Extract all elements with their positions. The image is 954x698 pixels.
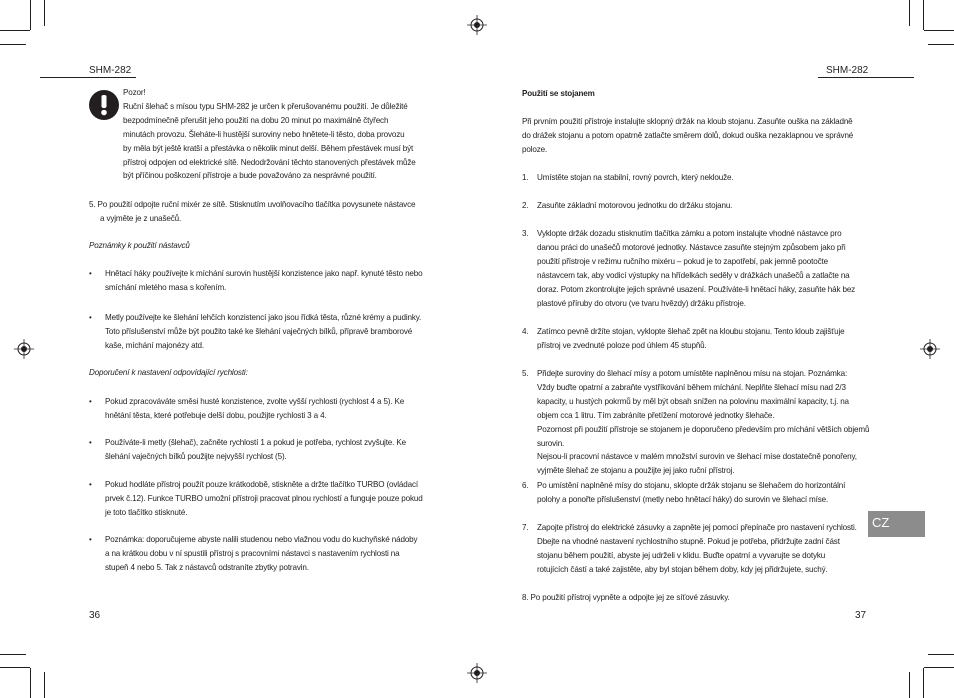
left-page-number: 36	[89, 610, 101, 621]
bullet: •	[89, 313, 92, 322]
intro-line: do drážek stojanu a potom opatrně zatlačte směrem dolů, dokud ouška nezaklapnou ve správné	[522, 130, 854, 140]
warning-line: být příčinou poškození přístroje a bude považováno za nesprávné použití.	[123, 171, 377, 181]
note-item	[105, 311, 440, 353]
step-line: vyjměte šlehač ze stojanu a použijte jej jako ruční přístroj.	[537, 466, 735, 476]
note-line: Hnětací háky používejte k míchání surovin hustější konzistence jako např. kynuté těsto nebo	[105, 269, 423, 278]
crop-mark	[30, 668, 31, 698]
bullet: •	[89, 480, 92, 489]
speed-line: Pokud hodláte přístroj použít pouze krátkodobě, stiskněte a držte tlačítko TURBO (ovládací	[105, 480, 418, 489]
crop-mark	[923, 668, 924, 698]
step-line: stojanu během použití, abyste jej udrželi v klidu. Buďte opatrní a vyvarujte se dotyku	[537, 550, 826, 560]
crop-mark	[909, 0, 910, 26]
crop-mark	[924, 30, 954, 31]
step-number: 1.	[522, 173, 529, 182]
note-line: Toto příslušenství může být použito také ke šlehání vaječných bílků, přípravě bramborové	[105, 326, 413, 336]
speed-line: Používáte-li metly (šlehač), začněte rychlostí 1 a pokud je potřeba, rychlost zvyšujte. Ke	[105, 438, 406, 447]
language-tab-cz	[868, 511, 925, 537]
bullet: •	[89, 397, 92, 406]
section-heading: Použití se stojanem	[522, 89, 595, 98]
speed-line: prvek č.12). Funkce TURBO umožní přístroji pracovat plnou rychlostí a funguje pouze pokud	[105, 493, 423, 503]
step-text	[537, 479, 872, 507]
crop-mark	[928, 44, 954, 45]
step-line: Přidejte suroviny do šlehací mísy a potom umístěte naplněnou mísu na stojan. Poznámka:	[537, 369, 848, 378]
warning-line: minutách provozu. Šleháte-li hustější suroviny nebo hnětete-li těsto, doba provozu	[123, 129, 405, 139]
step-line: kapacity, u hustých pokrmů by měl být obsah snížen na polovinu maximální kapacity, t.j. na	[537, 396, 849, 406]
step-line: Pozornost při použití přístroje se stojanem je doporučeno především pro míchání větších objemů surovin.	[537, 424, 870, 448]
step-line: přístroj ve zvednuté poloze pod úhlem 45 stupňů.	[537, 340, 707, 350]
warning-title: Pozor!	[123, 88, 146, 97]
crop-mark	[44, 0, 45, 26]
speed-heading: Doporučení k nastavení odpovídající rychlosti:	[89, 368, 248, 377]
step-line: Dbejte na vhodné nastavení rychlostního stupně. Pokud je potřeba, přidržujte zadní část	[537, 536, 840, 546]
step-5-line: a vyjměte je z unašečů.	[100, 213, 182, 223]
step-line: Umístěte stojan na stabilní, rovný povrch, který neklouže.	[537, 173, 734, 182]
right-page-number: 37	[855, 610, 867, 621]
warning-line: bezpodmínečně přerušit jeho použití na dobu 20 minut po maximálně čtyřech	[123, 115, 389, 125]
intro-line: poloze.	[522, 144, 548, 154]
intro-line: Při prvním použití přístroje instalujte sklopný držák na kloub stojanu. Zasuňte ouška na základně	[522, 117, 853, 126]
step-line: danou práci do unašečů motorové jednotky. Nástavce zasuňte stejným způsobem jako při	[537, 242, 846, 252]
right-header-rule	[818, 77, 914, 78]
left-model-label: SHM-282	[89, 65, 132, 76]
crop-mark	[0, 654, 26, 655]
registration-mark-icon	[920, 339, 940, 359]
step-line: nástavcem tak, aby vodicí výstupky na hřídelkách seděly v drážkách unašečů a zatlačte na	[537, 270, 850, 280]
registration-mark-icon	[14, 339, 34, 359]
crop-mark	[0, 30, 30, 31]
step-number: 4.	[522, 327, 529, 336]
step-line: Vždy buďte opatrní a zabraňte vystříkování během míchání. Neplňte šlehací mísu nad 2/3	[537, 382, 846, 392]
speed-line: hnětání těsta, které potřebuje delší dobu, použijte rychlosti 3 a 4.	[105, 410, 327, 420]
step-number: 7.	[522, 523, 529, 532]
speed-line: šlehání vaječných bílků použijte nejvyšší rychlost (5).	[105, 451, 287, 461]
step-text	[537, 227, 872, 310]
step-5-text	[89, 198, 439, 226]
step-number: 3.	[522, 229, 529, 238]
registration-mark-icon	[467, 663, 487, 683]
step-8-text: 8. Po použití přístroj vypněte a odpojte jej ze síťové zásuvky.	[522, 593, 730, 602]
step-text	[537, 325, 872, 353]
step-line: rotujících částí a také zajistěte, aby byl stojan během doby, kdy jej přidržujete, suchý.	[537, 564, 828, 574]
step-number: 6.	[522, 481, 529, 490]
crop-mark	[924, 667, 954, 668]
crop-mark	[0, 667, 30, 668]
right-model-label: SHM-282	[826, 65, 869, 76]
speed-item	[105, 478, 440, 520]
step-line: plastové příruby do otvoru (ve tvaru hvězdy) držáku přístroje.	[537, 298, 746, 308]
step-line: Zapojte přístroj do elektrické zásuvky a zapněte jej pomocí přepínače pro nastavení rychlosti.	[537, 523, 857, 532]
step-text	[537, 367, 872, 478]
step-number: 2.	[522, 201, 529, 210]
note-line: Metly používejte ke šlehání lehčích konzistencí jako jsou řídká těsta, různé krémy a pudinky.	[105, 313, 422, 322]
step-line: Zasuňte základní motorovou jednotku do držáku stojanu.	[537, 201, 733, 210]
speed-item	[105, 533, 440, 575]
crop-mark	[0, 44, 26, 45]
warning-line: Ruční šlehač s mísou typu SHM-282 je určen k přerušovanému použití. Je důležité	[123, 101, 408, 111]
warning-exclamation-icon	[89, 90, 119, 120]
step-text	[537, 199, 867, 213]
step-line: objem cca 1 litru. Tím zabráníte přetížení motorové jednotky šlehače.	[537, 410, 775, 420]
step-line: použití přístroje v režimu ručního mixéru – pokud je to zapotřebí, pak jemně pootočte	[537, 256, 828, 266]
crop-mark	[44, 672, 45, 698]
crop-mark	[909, 672, 910, 698]
step-line: Zatímco pevně držíte stojan, vyklopte šlehač zpět na kloubu stojanu. Tento kloub zajišťuje	[537, 327, 845, 336]
warning-line: by měla být ještě kratší a přestávka o několik minut delší. Během přestávek musí být	[123, 143, 414, 153]
step-line: polohy a ponořte příslušenství (metly nebo hnětací háky) do surovin ve šlehací míse.	[537, 494, 829, 504]
step-line: Nejsou-li pracovní nástavce v malém množství surovin ve šlehací míse dostatečně ponořeny,	[537, 452, 857, 462]
warning-block	[123, 86, 443, 183]
crop-mark	[30, 0, 31, 30]
step-5-line: 5. Po použití odpojte ruční mixér ze sítě. Stisknutím uvolňovacího tlačítka povysunete nástavce	[89, 200, 416, 209]
left-header-rule	[40, 77, 136, 78]
note-line: smíchání mletého masa s kořením.	[105, 282, 227, 292]
speed-line: a na krátkou dobu v ní spustili přístroj s pracovními nástavci s nastavením rychlosti na	[105, 548, 400, 558]
intro-paragraph	[522, 115, 872, 157]
warning-line: přístroj odpojen od elektrické sítě. Nedodržování těchto stanovených přestávek může	[123, 157, 416, 167]
step-line: doraz. Potom zkontrolujte jejich správné usazení. Používáte-li hnětací háky, zasuňte hák bez	[537, 284, 856, 294]
speed-item	[105, 436, 440, 464]
note-item	[105, 267, 440, 295]
speed-line: stupeň 4 nebo 5. Tak z nástavců odstraníte zbytky potravin.	[105, 562, 309, 572]
speed-line: Pokud zpracováváte směsi husté konzistence, zvolte vyšší rychlosti (rychlost 4 a 5). Ke	[105, 397, 405, 406]
bullet: •	[89, 269, 92, 278]
step-line: Po umístění naplněné mísy do stojanu, sklopte držák stojanu se šlehačem do horizontální	[537, 481, 846, 490]
step-number: 5.	[522, 369, 529, 378]
crop-mark	[928, 654, 954, 655]
note-line: kaše, míchání majonézy atd.	[105, 340, 204, 350]
step-text	[537, 521, 872, 577]
speed-line: Poznámka: doporučujeme abyste nalili studenou nebo vlažnou vodu do kuchyňské nádoby	[105, 535, 418, 544]
bullet: •	[89, 535, 92, 544]
step-line: Vyklopte držák dozadu stisknutím tlačítka zámku a potom instalujte vhodné nástavce pro	[537, 229, 842, 238]
step-text	[537, 171, 867, 185]
speed-line: je toto tlačítko stisknuté.	[105, 507, 188, 517]
bullet: •	[89, 438, 92, 447]
notes-heading: Poznámky k použití nástavců	[89, 241, 190, 250]
speed-item	[105, 395, 440, 423]
registration-mark-icon	[467, 15, 487, 35]
crop-mark	[923, 0, 924, 30]
language-tab-label: CZ	[872, 515, 890, 530]
